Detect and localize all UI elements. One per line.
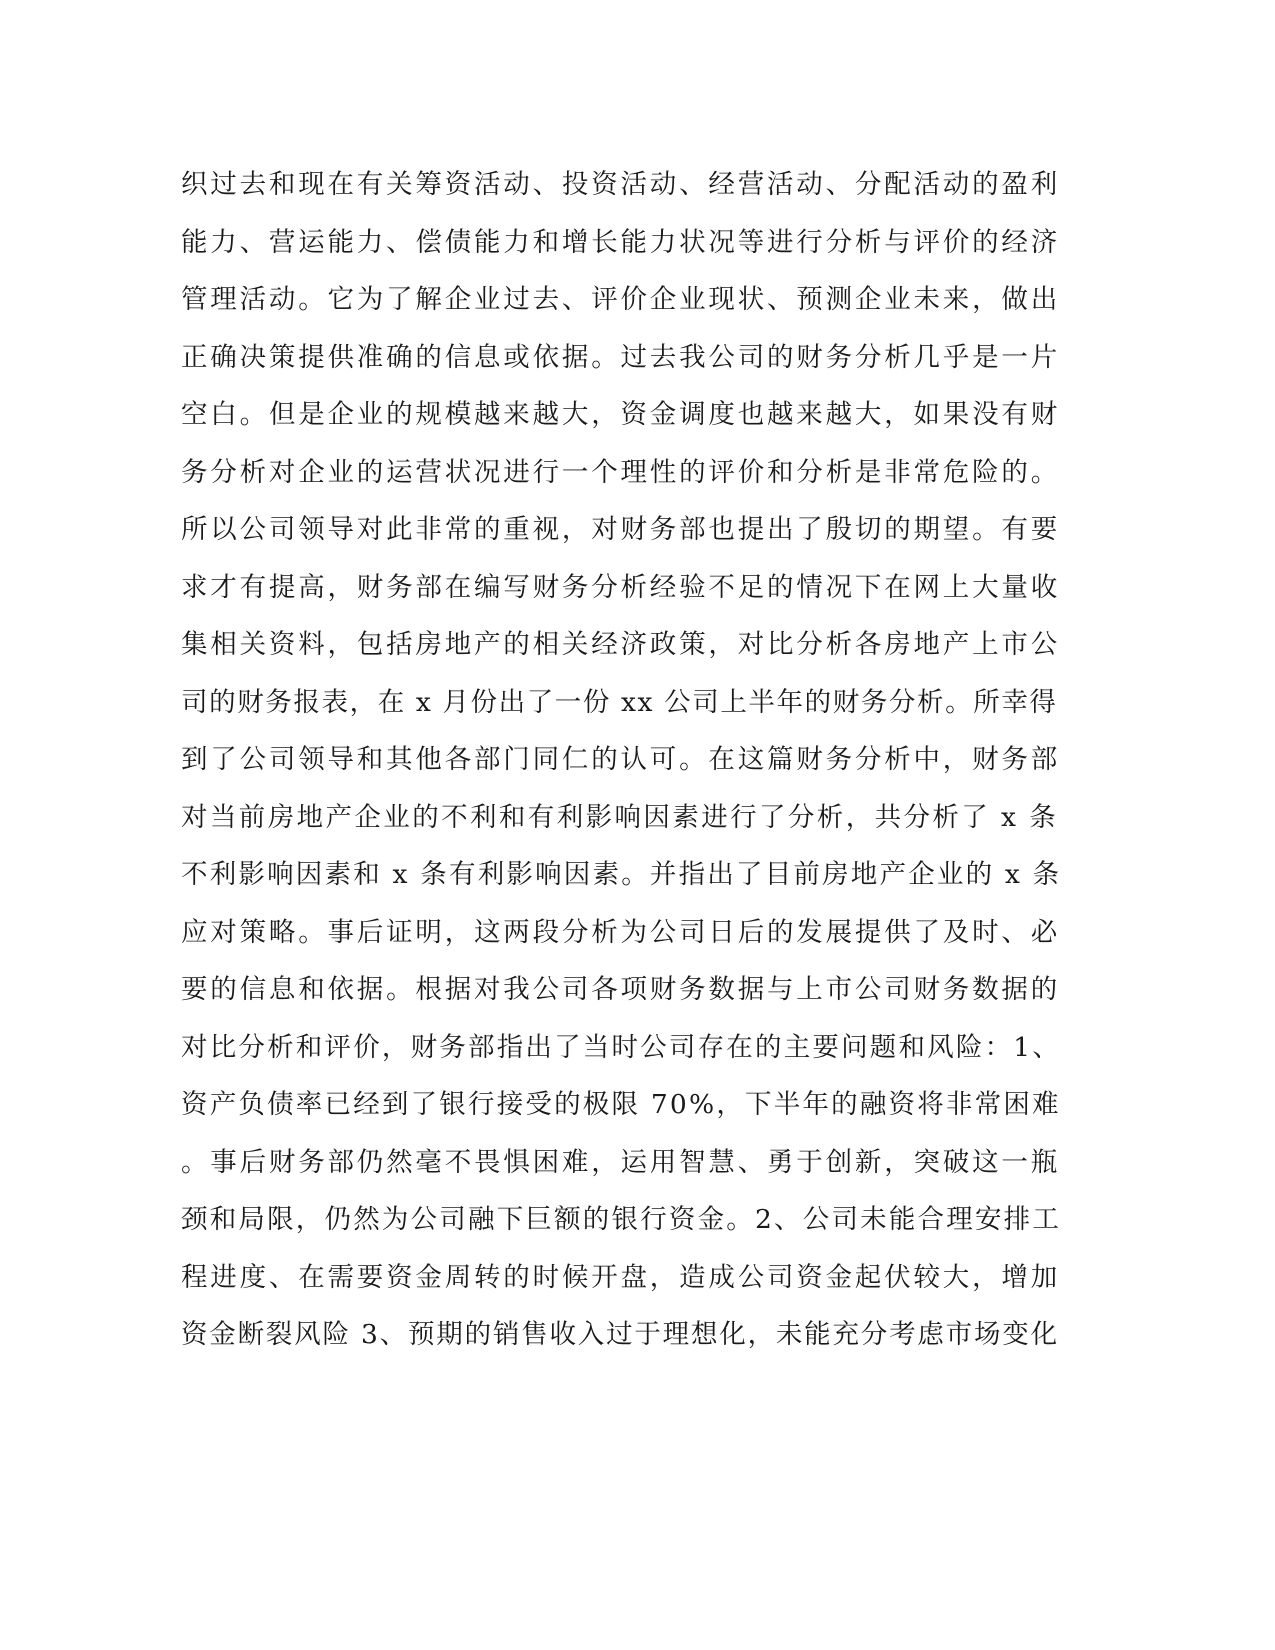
text-line: 资产负债率已经到了银行接受的极限 70%，下半年的融资将非常困难 bbox=[181, 1089, 1061, 1120]
text-line: 到了公司领导和其他各部门同仁的认可。在这篇财务分析中，财务部 bbox=[181, 744, 1060, 775]
text-line: 集相关资料，包括房地产的相关经济政策，对比分析各房地产上市公 bbox=[181, 629, 1060, 660]
text-line: 管理活动。它为了解企业过去、评价企业现状、预测企业未来，做出 bbox=[181, 284, 1060, 315]
text-line: 织过去和现在有关筹资活动、投资活动、经营活动、分配活动的盈利 bbox=[181, 169, 1060, 200]
text-line: 应对策略。事后证明，这两段分析为公司日后的发展提供了及时、必 bbox=[181, 916, 1060, 948]
text-line: 空白。但是企业的规模越来越大，资金调度也越来越大，如果没有财 bbox=[181, 399, 1060, 430]
text-line: 正确决策提供准确的信息或依据。过去我公司的财务分析几乎是一片 bbox=[181, 341, 1060, 373]
text-line: 所以公司领导对此非常的重视，对财务部也提出了殷切的期望。有要 bbox=[181, 514, 1060, 545]
text-line: 对比分析和评价，财务部指出了当时公司存在的主要问题和风险：1、 bbox=[181, 1031, 1062, 1063]
text-line: 。事后财务部仍然毫不畏惧困难，运用智慧、勇于创新，突破这一瓶 bbox=[181, 1146, 1060, 1178]
text-line: 司的财务报表，在 x 月份出了一份 xx 公司上半年的财务分析。所幸得 bbox=[181, 686, 1058, 718]
text-line: 颈和局限，仍然为公司融下巨额的银行资金。2、公司未能合理安排工 bbox=[181, 1204, 1062, 1235]
text-line: 不利影响因素和 x 条有利影响因素。并指出了目前房地产企业的 x 条 bbox=[181, 859, 1062, 890]
text-line: 程进度、在需要资金周转的时候开盘，造成公司资金起伏较大，增加 bbox=[181, 1261, 1060, 1293]
text-line: 求才有提高，财务部在编写财务分析经验不足的情况下在网上大量收 bbox=[181, 571, 1060, 603]
text-line: 能力、营运能力、偿债能力和增长能力状况等进行分析与评价的经济 bbox=[181, 226, 1060, 258]
text-line: 资金断裂风险 3、预期的销售收入过于理想化，未能充分考虑市场变化 bbox=[181, 1319, 1059, 1350]
text-line: 务分析对企业的运营状况进行一个理性的评价和分析是非常危险的。 bbox=[181, 456, 1060, 488]
text-line: 要的信息和依据。根据对我公司各项财务数据与上市公司财务数据的 bbox=[181, 974, 1060, 1005]
text-line: 对当前房地产企业的不利和有利影响因素进行了分析，共分析了 x 条 bbox=[181, 801, 1059, 833]
body-text bbox=[181, 156, 1061, 1364]
